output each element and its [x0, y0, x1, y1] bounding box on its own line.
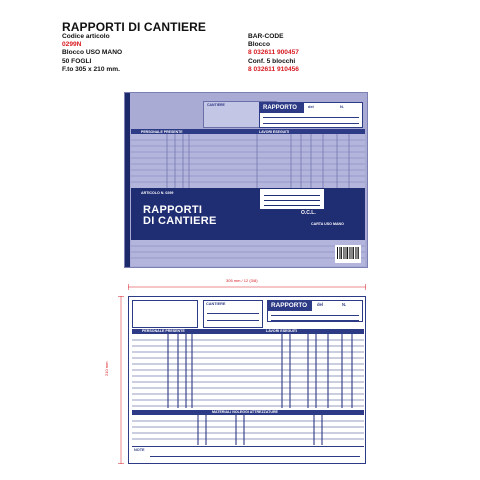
spec-line: F.to 305 x 210 mm.: [62, 65, 120, 73]
cover-rapporto-label: RAPPORTO: [260, 103, 304, 113]
product-title: RAPPORTI DI CANTIERE: [62, 20, 207, 34]
sheet-dal-label: del: [317, 302, 324, 307]
sheet-note-area: [132, 446, 364, 462]
cover-personale-label: PERSONALE PRESENTE: [141, 129, 183, 134]
spec-line: 8 032611 900457: [248, 49, 299, 57]
cover-carta-label: CARTA USO MANO: [311, 222, 344, 226]
sheet-materiali-label: MATERIALI NOLEGGI ATTREZZATURE: [212, 410, 278, 414]
product-cover-image: [124, 92, 368, 268]
cover-big-title: [143, 205, 217, 227]
cover-spine: [125, 93, 130, 267]
spec-left: [62, 33, 122, 74]
cover-title-line1: RAPPORTI: [143, 204, 203, 216]
width-dimension-label: 305 mm / 12 (3/8): [226, 278, 258, 283]
cover-lavori-label: LAVORI ESEGUITI: [259, 129, 290, 134]
spec-line: Blocco USO MANO: [62, 49, 123, 57]
width-dimension-line: [128, 284, 366, 290]
spec-line: Conf. 5 blocchi: [248, 57, 296, 65]
sheet-lavori-label: LAVORI ESEGUITI: [266, 329, 298, 333]
spec-line: 50 FOGLI: [62, 57, 92, 65]
spec-line: BAR-CODE: [248, 33, 284, 40]
spec-line: 8 032611 910456: [248, 65, 299, 73]
sheet-lower-grid: [132, 415, 364, 445]
spec-line: 0299N: [62, 41, 82, 49]
sheet-cantiere-label: CANTIERE: [206, 302, 226, 306]
sheet-rapporto-label: RAPPORTO: [268, 301, 312, 311]
cover-blue-panel: [131, 188, 365, 240]
form-sheet: [128, 296, 366, 464]
height-dimension-line: [118, 296, 124, 464]
cover-brand-logo: O.C.L.: [301, 210, 316, 216]
cover-white-box: [259, 188, 325, 210]
sheet-personale-label: PERSONALE PRESENTE: [142, 329, 185, 333]
sheet-rapporto-box: [267, 300, 363, 322]
sheet-n-label: N.: [342, 302, 347, 307]
sheet-left-box: [132, 300, 198, 328]
height-dimension-label: 210 mm: [104, 361, 109, 376]
spec-line: Codice articolo: [62, 33, 110, 40]
sheet-note-label: NOTE: [134, 448, 145, 452]
cover-lower-grid: [131, 240, 365, 266]
cover-form-grid: [131, 134, 365, 188]
sheet-main-grid: [132, 334, 364, 408]
cover-dal-label: del: [308, 104, 314, 109]
spec-right: [248, 33, 299, 74]
cover-n-label: N.: [340, 104, 344, 109]
spec-line: Blocco: [248, 41, 270, 49]
sheet-cantiere-box: [203, 300, 263, 328]
barcode-icon: [335, 245, 361, 263]
cover-cantiere-label: CANTIERE: [207, 103, 225, 107]
cover-articolo-label: ARTICOLO N. 0299: [141, 191, 174, 195]
cover-title-line2: DI CANTIERE: [143, 215, 217, 227]
cover-rapporto-box: [259, 102, 363, 128]
